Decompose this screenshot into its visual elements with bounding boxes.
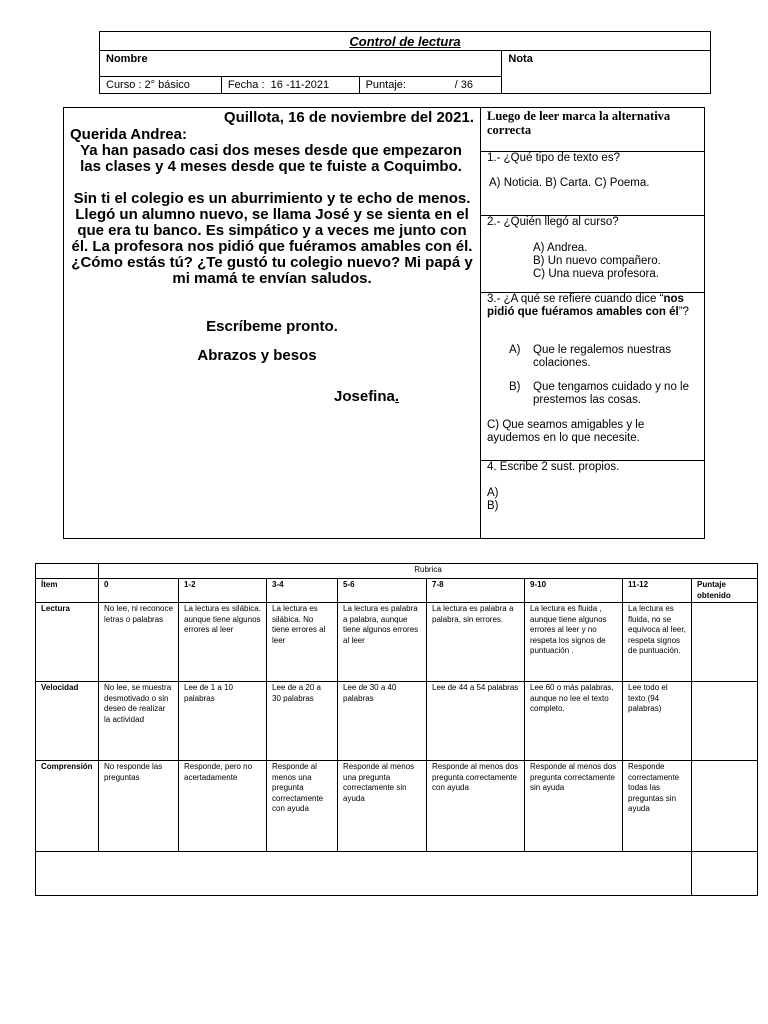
rubric-cell: Lee de a 20 a 30 palabras	[267, 682, 338, 761]
rubric-row-comprension	[36, 761, 758, 852]
letter-closing-1: Escríbeme pronto.	[206, 318, 338, 335]
question-1-text: 1.- ¿Qué tipo de texto es?	[487, 152, 620, 164]
rubric-cell: Velocidad	[36, 682, 99, 761]
score-input[interactable]	[692, 603, 758, 682]
question-3-option-b[interactable]	[509, 381, 699, 407]
rubric-title: Rubrica	[99, 564, 758, 579]
question-1	[481, 151, 705, 215]
rubric-header-5-6: 5-6	[338, 579, 427, 603]
rubric-cell: Responde, pero no acertadamente	[179, 761, 267, 852]
question-4-answer-b[interactable]: B)	[487, 500, 499, 512]
letter-paragraph-2: Sin ti el colegio es un aburrimiento y te echo de menos. Llegó un alumno nuevo, se llama José y se sienta en el que era tu banco. Es simpático y a veces me junto con él. La profesora nos pidió que fuéramos amables con él. ¿Cómo estás tú? ¿Te gustó tu colegio nuevo? Mi papá y mi mamá te envían saludos.	[71, 190, 473, 287]
nombre-field[interactable]	[100, 51, 502, 77]
rubric-table	[35, 563, 758, 896]
rubric-cell: La lectura es silábica. No tiene errores al leer	[267, 603, 338, 682]
signature-name: Josefina	[334, 388, 395, 405]
letter-paragraph-1: Ya han pasado casi dos meses desde que empezaron las clases y 4 meses desde que te fuiste a Coquimbo.	[80, 142, 462, 175]
rubric-header-0: 0	[99, 579, 179, 603]
nombre-label: Nombre	[106, 53, 148, 65]
option-b-letter: B)	[509, 381, 521, 393]
option-a-letter: A)	[509, 344, 521, 356]
fecha-value: 16 -11-2021	[270, 79, 330, 91]
curso-cell: Curso : 2° básico	[100, 77, 222, 94]
rubric-header-item: Ítem	[36, 579, 99, 603]
signature-dot: .	[394, 388, 400, 405]
rubric-cell: Lee todo el texto (94 palabras)	[623, 682, 692, 761]
letter-signature	[334, 389, 399, 405]
rubric-cell: Lee 60 o más palabras, aunque no lee el texto completo.	[525, 682, 623, 761]
rubric-cell: No lee, ni reconoce letras o palabras	[99, 603, 179, 682]
rubric-header-1-2: 1-2	[179, 579, 267, 603]
rubric-cell: Responde al menos dos pregunta correctamente sin ayuda	[525, 761, 623, 852]
reading-box	[63, 107, 705, 539]
question-4	[481, 460, 705, 538]
rubric-cell: Lee de 30 a 40 palabras	[338, 682, 427, 761]
rubric-cell: Responde al menos una pregunta correctamente sin ayuda	[338, 761, 427, 852]
rubric-cell: Responde correctamente todas las preguntas sin ayuda	[623, 761, 692, 852]
rubric-cell: Responde al menos una pregunta correctamente con ayuda	[267, 761, 338, 852]
question-2	[481, 215, 705, 292]
puntaje-total: / 36	[454, 79, 473, 91]
score-input[interactable]	[692, 761, 758, 852]
total-score-input[interactable]	[692, 852, 758, 896]
question-3	[481, 292, 705, 460]
rubric-row-lectura	[36, 603, 758, 682]
question-4-text: 4. Escribe 2 sust. propios.	[487, 461, 620, 473]
document-title: Control de lectura	[100, 32, 711, 51]
option-b-text: Que tengamos cuidado y no le prestemos las cosas.	[533, 381, 689, 406]
question-1-options[interactable]: A) Noticia. B) Carta. C) Poema.	[489, 177, 650, 189]
rubric-cell: Lectura	[36, 603, 99, 682]
score-input[interactable]	[692, 682, 758, 761]
nota-label: Nota	[508, 53, 533, 65]
option-a-text: Que le regalemos nuestras colaciones.	[533, 344, 672, 369]
rubric-header-7-8: 7-8	[427, 579, 525, 603]
question-3-suffix: ”?	[678, 306, 689, 318]
rubric-cell: La lectura es fluida , aunque tiene algunos errores al leer y no respeta los signos de puntuación .	[525, 603, 623, 682]
question-3-text	[487, 293, 697, 319]
question-2-option-a[interactable]: A) Andrea.	[533, 242, 588, 254]
question-2-text: 2.- ¿Quién llegó al curso?	[487, 216, 619, 228]
fecha-label: Fecha :	[227, 79, 265, 91]
rubric-cell: Comprensión	[36, 761, 99, 852]
rubric-cell: No responde las preguntas	[99, 761, 179, 852]
question-3-prefix: 3.- ¿A qué se refiere cuando dice “	[487, 293, 664, 305]
rubric-total-row	[36, 852, 758, 896]
puntaje-cell	[359, 77, 502, 94]
letter-closing-2: Abrazos y besos	[197, 347, 317, 364]
header-table	[99, 31, 711, 94]
rubric-header-puntaje: Puntaje obtenido	[692, 579, 758, 603]
question-2-option-c[interactable]: C) Una nueva profesora.	[533, 268, 659, 280]
question-3-option-a[interactable]	[509, 344, 699, 370]
letter-date: Quillota, 16 de noviembre del 2021.	[223, 109, 474, 126]
rubric-cell: Responde al menos dos pregunta correctamente con ayuda	[427, 761, 525, 852]
rubric-cell: No lee, se muestra desmotivado o sin deseo de realizar la actividad	[99, 682, 179, 761]
letter-greeting: Querida Andrea:	[70, 126, 187, 143]
question-3-quote: nos pidió que fuéramos amables con él	[487, 293, 684, 318]
rubric-cell: La lectura es palabra a palabra, sin errores.	[427, 603, 525, 682]
question-2-option-b[interactable]: B) Un nuevo compañero.	[533, 255, 661, 267]
fecha-cell	[221, 77, 359, 94]
question-3-option-c[interactable]: C) Que seamos amigables y le ayudemos en lo que necesite.	[487, 419, 645, 444]
rubric-corner	[36, 564, 99, 579]
questions-column	[481, 108, 705, 538]
rubric-total-cell	[36, 852, 692, 896]
rubric-cell: La lectura es silábica. aunque tiene algunos errores al leer	[179, 603, 267, 682]
nota-field[interactable]	[502, 51, 711, 94]
rubric-header-9-10: 9-10	[525, 579, 623, 603]
questions-instruction: Luego de leer marca la alternativa correcta	[487, 109, 671, 137]
rubric-cell: Lee de 1 a 10 palabras	[179, 682, 267, 761]
puntaje-label: Puntaje:	[365, 79, 406, 91]
rubric-header-3-4: 3-4	[267, 579, 338, 603]
question-4-answer-a[interactable]: A)	[487, 487, 499, 499]
rubric-cell: Lee de 44 a 54 palabras	[427, 682, 525, 761]
rubric-header-11-12: 11-12	[623, 579, 692, 603]
rubric-cell: La lectura es palabra a palabra, aunque tiene algunos errores al leer	[338, 603, 427, 682]
rubric-cell: La lectura es fluida, no se equivoca al leer, respeta signos de puntuación.	[623, 603, 692, 682]
rubric-row-velocidad	[36, 682, 758, 761]
